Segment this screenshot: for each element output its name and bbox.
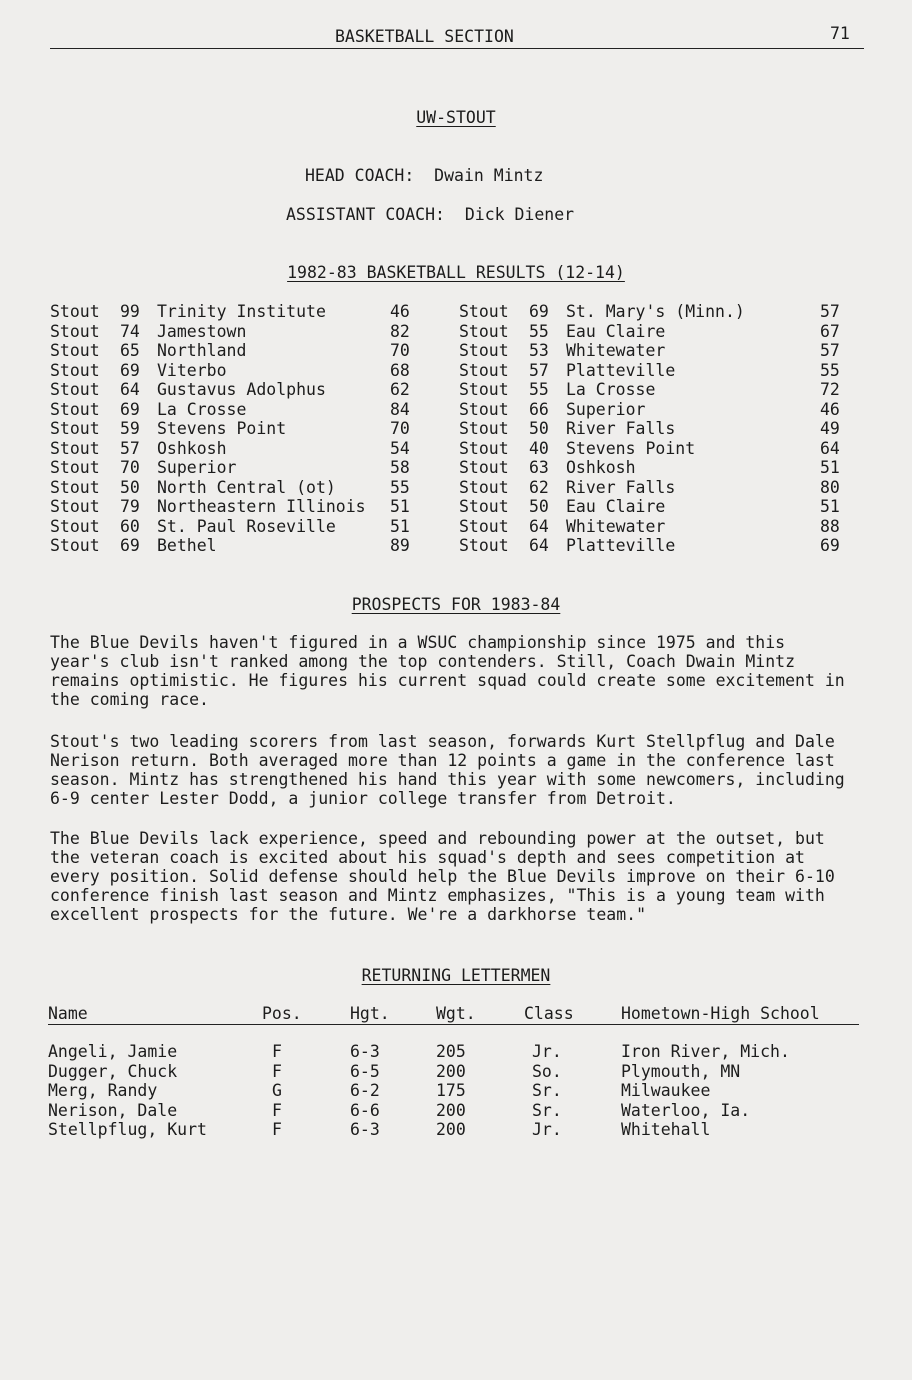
team-name: Stout <box>50 536 100 555</box>
opponent-score: 51 <box>820 458 840 477</box>
team-name: Stout <box>459 458 509 477</box>
player-class: Sr. <box>532 1100 562 1120</box>
team-name: Stout <box>50 341 100 360</box>
team-score: 79 <box>120 497 140 516</box>
player-position: F <box>272 1120 282 1139</box>
team-name: Stout <box>459 321 509 341</box>
opponent-name: Oshkosh <box>566 458 636 477</box>
team-score: 69 <box>529 302 549 321</box>
player-hometown: Whitehall <box>621 1120 711 1139</box>
opponent-score: 69 <box>820 536 840 555</box>
column-header-class: Class <box>524 1004 574 1023</box>
team-score: 69 <box>120 536 140 555</box>
team-name: Stout <box>50 458 100 477</box>
player-position: G <box>272 1081 282 1100</box>
opponent-name: Northland <box>157 341 247 360</box>
opponent-score: 84 <box>390 399 410 419</box>
team-score: 64 <box>120 380 140 399</box>
team-name: Stout <box>50 302 100 321</box>
team-score: 64 <box>529 516 549 536</box>
opponent-score: 82 <box>390 321 410 341</box>
team-score: 60 <box>120 516 140 536</box>
assistant-coach-label: ASSISTANT COACH: <box>286 205 445 224</box>
column-header-name: Name <box>48 1004 88 1023</box>
player-height: 6-2 <box>350 1081 380 1100</box>
team-name: Stout <box>459 399 509 419</box>
column-header-hgt: Hgt. <box>350 1004 390 1023</box>
opponent-score: 88 <box>820 516 840 536</box>
team-name: Stout <box>50 419 100 438</box>
team-score: 99 <box>120 302 140 321</box>
team-name: Stout <box>50 380 100 399</box>
opponent-score: 55 <box>820 360 840 380</box>
opponent-score: 57 <box>820 341 840 360</box>
opponent-score: 49 <box>820 419 840 438</box>
table-row <box>48 1101 859 1121</box>
team-score: 59 <box>120 419 140 438</box>
player-weight: 205 <box>436 1042 466 1061</box>
opponent-score: 80 <box>820 477 840 497</box>
player-weight: 175 <box>436 1081 466 1100</box>
team-name: Stout <box>459 380 509 399</box>
team-name: Stout <box>50 438 100 458</box>
team-score: 62 <box>529 477 549 497</box>
opponent-score: 54 <box>390 438 410 458</box>
opponent-score: 46 <box>820 399 840 419</box>
opponent-name: Stevens Point <box>157 419 287 438</box>
column-header-wgt: Wgt. <box>436 1004 476 1023</box>
column-header-pos: Pos. <box>262 1004 302 1023</box>
team-name: Stout <box>50 516 100 536</box>
player-class: Jr. <box>532 1120 562 1139</box>
player-class: So. <box>532 1061 562 1081</box>
player-height: 6-6 <box>350 1100 380 1120</box>
team-name: Stout <box>459 477 509 497</box>
team-name: Stout <box>459 497 509 516</box>
prospects-paragraph-1: The Blue Devils haven't figured in a WSUC championship since 1975 and this year's club isn't ranked among the top contenders. Still, Coach Dwain Mintz remains optimistic. He figures his current squad could create some excitement in the coming race. <box>50 633 845 709</box>
player-weight: 200 <box>436 1100 466 1120</box>
team-score: 74 <box>120 321 140 341</box>
team-score: 65 <box>120 341 140 360</box>
opponent-name: River Falls <box>566 477 676 497</box>
team-heading: UW-STOUT <box>416 108 496 127</box>
opponent-name: St. Mary's (Minn.) <box>566 302 745 321</box>
player-name: Dugger, Chuck <box>48 1061 178 1081</box>
team-score: 53 <box>529 341 549 360</box>
opponent-score: 55 <box>390 477 410 497</box>
page-number: 71 <box>830 24 850 43</box>
player-weight: 200 <box>436 1120 466 1139</box>
opponent-name: Platteville <box>566 360 676 380</box>
opponent-name: River Falls <box>566 419 676 438</box>
team-name: Stout <box>459 516 509 536</box>
opponent-name: North Central (ot) <box>157 477 336 497</box>
team-name: Stout <box>459 438 509 458</box>
opponent-name: Gustavus Adolphus <box>157 380 326 399</box>
section-title: BASKETBALL SECTION <box>335 27 514 46</box>
head-coach-name: Dwain Mintz <box>434 166 544 185</box>
player-weight: 200 <box>436 1061 466 1081</box>
team-name: Stout <box>459 360 509 380</box>
opponent-score: 72 <box>820 380 840 399</box>
player-height: 6-3 <box>350 1042 380 1061</box>
opponent-name: Trinity Institute <box>157 302 326 321</box>
opponent-score: 57 <box>820 302 840 321</box>
opponent-score: 67 <box>820 321 840 341</box>
opponent-score: 64 <box>820 438 840 458</box>
player-position: F <box>272 1100 282 1120</box>
player-hometown: Plymouth, MN <box>621 1061 741 1081</box>
opponent-name: La Crosse <box>157 399 247 419</box>
opponent-name: Superior <box>566 399 646 419</box>
player-height: 6-3 <box>350 1120 380 1139</box>
lettermen-heading: RETURNING LETTERMEN <box>361 966 551 985</box>
opponent-score: 68 <box>390 360 410 380</box>
opponent-name: Northeastern Illinois <box>157 497 366 516</box>
team-name: Stout <box>459 302 509 321</box>
team-name: Stout <box>50 321 100 341</box>
opponent-name: Superior <box>157 458 237 477</box>
team-name: Stout <box>459 419 509 438</box>
opponent-name: Platteville <box>566 536 676 555</box>
team-name: Stout <box>459 536 509 555</box>
team-name: Stout <box>459 341 509 360</box>
team-name: Stout <box>50 497 100 516</box>
opponent-score: 70 <box>390 341 410 360</box>
table-row <box>48 1120 859 1140</box>
team-score: 69 <box>120 399 140 419</box>
opponent-name: St. Paul Roseville <box>157 516 336 536</box>
opponent-score: 62 <box>390 380 410 399</box>
prospects-paragraph-2: Stout's two leading scorers from last season, forwards Kurt Stellpflug and Dale Nerison return. Both averaged more than 12 points a game in the conference last season. Mintz has strengthened his hand this year with some newcomers, including 6-9 center Lester Dodd, a junior college transfer from Detroit. <box>50 732 845 808</box>
team-score: 64 <box>529 536 549 555</box>
table-row <box>48 1081 859 1101</box>
header-rule <box>50 48 864 49</box>
opponent-score: 58 <box>390 458 410 477</box>
lettermen-header-row <box>48 1004 859 1025</box>
player-name: Nerison, Dale <box>48 1100 178 1120</box>
player-name: Angeli, Jamie <box>48 1042 178 1061</box>
team-score: 55 <box>529 380 549 399</box>
opponent-name: Bethel <box>157 536 217 555</box>
player-name: Stellpflug, Kurt <box>48 1120 207 1139</box>
results-heading: 1982-83 BASKETBALL RESULTS (12-14) <box>287 263 625 282</box>
team-name: Stout <box>50 477 100 497</box>
player-hometown: Iron River, Mich. <box>621 1042 790 1061</box>
assistant-coach <box>286 205 574 224</box>
player-class: Jr. <box>532 1042 562 1061</box>
team-score: 66 <box>529 399 549 419</box>
player-position: F <box>272 1061 282 1081</box>
opponent-name: Stevens Point <box>566 438 696 458</box>
opponent-score: 51 <box>820 497 840 516</box>
opponent-score: 89 <box>390 536 410 555</box>
team-score: 69 <box>120 360 140 380</box>
team-score: 50 <box>529 497 549 516</box>
player-position: F <box>272 1042 282 1061</box>
player-hometown: Waterloo, Ia. <box>621 1100 751 1120</box>
player-hometown: Milwaukee <box>621 1081 711 1100</box>
opponent-score: 70 <box>390 419 410 438</box>
opponent-name: Jamestown <box>157 321 247 341</box>
opponent-name: Oshkosh <box>157 438 227 458</box>
player-height: 6-5 <box>350 1061 380 1081</box>
table-row <box>48 1062 859 1082</box>
team-score: 70 <box>120 458 140 477</box>
prospects-paragraph-3: The Blue Devils lack experience, speed and rebounding power at the outset, but the veteran coach is excited about his squad's depth and sees competition at every position. Solid defense should help the Blue Devils improve on their 6-10 conference finish last season and Mintz emphasizes, "This is a young team with excellent prospects for the future. We're a darkhorse team." <box>50 829 835 924</box>
team-score: 50 <box>529 419 549 438</box>
player-name: Merg, Randy <box>48 1081 158 1100</box>
opponent-score: 46 <box>390 302 410 321</box>
opponent-name: Eau Claire <box>566 497 666 516</box>
team-score: 50 <box>120 477 140 497</box>
column-header-hometown: Hometown-High School <box>621 1004 820 1023</box>
team-score: 63 <box>529 458 549 477</box>
team-score: 57 <box>120 438 140 458</box>
head-coach-label: HEAD COACH: <box>305 166 415 185</box>
opponent-name: Eau Claire <box>566 321 666 341</box>
opponent-name: Whitewater <box>566 341 666 360</box>
team-score: 55 <box>529 321 549 341</box>
team-name: Stout <box>50 399 100 419</box>
opponent-name: Whitewater <box>566 516 666 536</box>
player-class: Sr. <box>532 1081 562 1100</box>
assistant-coach-name: Dick Diener <box>464 205 575 224</box>
opponent-score: 51 <box>390 497 410 516</box>
lettermen-table <box>48 1042 859 1140</box>
team-score: 40 <box>529 438 549 458</box>
table-row <box>48 1042 859 1062</box>
team-score: 57 <box>529 360 549 380</box>
opponent-name: La Crosse <box>566 380 656 399</box>
opponent-score: 51 <box>390 516 410 536</box>
team-name: Stout <box>50 360 100 380</box>
opponent-name: Viterbo <box>157 360 227 380</box>
head-coach <box>305 166 543 185</box>
prospects-heading: PROSPECTS FOR 1983-84 <box>351 595 561 614</box>
